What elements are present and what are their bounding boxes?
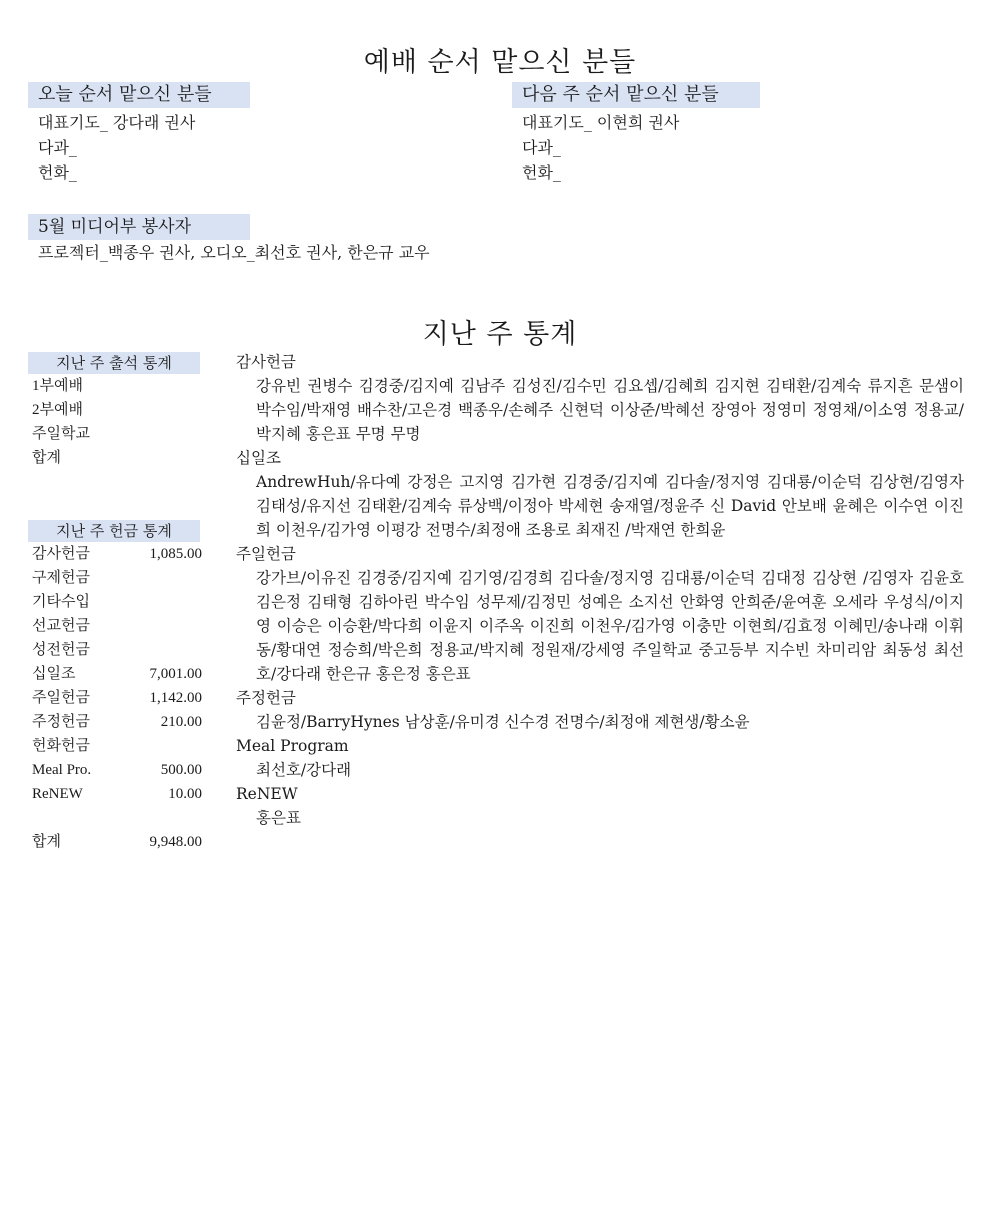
- attendance-label: 지난 주 출석 통계: [28, 352, 200, 374]
- details-names: 김윤정/BarryHynes 남상훈/유미경 신수경 전명수/최정애 제현생/황소윤: [256, 713, 750, 731]
- details-heading: 십일조: [236, 449, 281, 467]
- table-row: Meal Pro. 500.00: [32, 762, 202, 778]
- stats-title: 지난 주 통계: [422, 319, 578, 350]
- details-names: 최선호/강다래: [256, 761, 352, 779]
- offering-details: [236, 350, 964, 830]
- table-row: 감사헌금 1,085.00: [32, 546, 202, 562]
- details-names: 홍은표: [256, 809, 301, 827]
- details-heading: 주정헌금: [236, 689, 296, 707]
- table-row: 기타수입: [32, 594, 90, 610]
- offering-table: [32, 542, 202, 854]
- table-row: 성전헌금: [32, 642, 90, 658]
- table-row: 구제헌금: [32, 570, 90, 586]
- table-row: 1부예배: [32, 378, 83, 394]
- next-line-2: 다과_: [522, 138, 561, 157]
- details-heading: 주일헌금: [236, 545, 296, 563]
- offering-total-row: 합계 9,948.00: [32, 834, 202, 850]
- table-row: 십일조 7,001.00: [32, 666, 202, 682]
- media-label: 5월 미디어부 봉사자: [28, 214, 250, 240]
- today-line-1: 대표기도_ 강다래 권사: [38, 113, 196, 132]
- details-names: AndrewHuh/유다예 강정은 고지영 김가현 김경중/김지예 김다솔/정지영 김대룡/이순덕 김상현/김영자 김태성/유지선 김태환/김계숙 류상백/이정아 박세현 송재열/정윤주 신 David 안보배 윤혜은 이수연 이진희 이천우/김가영 이평강 전명수/최정애 조용로 최재진 /박재연 한희윤: [256, 473, 964, 539]
- table-row: ReNEW 10.00: [32, 786, 202, 802]
- table-row: 합계: [32, 450, 61, 466]
- table-row: 2부예배: [32, 402, 83, 418]
- today-label: 오늘 순서 맡으신 분들: [28, 82, 250, 108]
- next-line-3: 헌화_: [522, 163, 561, 182]
- today-line-3: 헌화_: [38, 163, 77, 182]
- table-row: 주정헌금 210.00: [32, 714, 202, 730]
- details-names: 강가브/이유진 김경중/김지예 김기영/김경희 김다솔/정지영 김대룡/이순덕 김대정 김상현 /김영자 김윤호 김은정 김태형 김하아린 박수임 성무제/김정민 성예은 소지선 안화영 안희준/윤여훈 오세라 우성식/이지영 이승은 이승환/박다희 이윤지 이주옥 이진희 이천우/김가영 이충만 이현희/김효정 이혜민/송나래 이휘동/황대연 정승희/박은희 정용교/박지혜 정원재/강세영 주일학교 중고등부 지수빈 차미리암 최동성 최선호/강다래 한은규 홍은정 홍은표: [256, 569, 964, 683]
- details-heading: Meal Program: [236, 737, 349, 755]
- details-heading: 감사헌금: [236, 353, 296, 371]
- offering-label: 지난 주 헌금 통계: [28, 520, 200, 542]
- table-row: 주일헌금 1,142.00: [32, 690, 202, 706]
- next-label: 다음 주 순서 맡으신 분들: [512, 82, 760, 108]
- today-line-2: 다과_: [38, 138, 77, 157]
- table-row: 헌화헌금: [32, 738, 90, 754]
- details-heading: ReNEW: [236, 785, 298, 803]
- next-line-1: 대표기도_ 이현희 권사: [522, 113, 680, 132]
- page-title: 예배 순서 맡으신 분들: [363, 47, 637, 78]
- table-row: 선교헌금: [32, 618, 90, 634]
- media-line: 프로젝터_백종우 권사, 오디오_최선호 권사, 한은규 교우: [38, 243, 430, 262]
- table-row: 주일학교: [32, 426, 90, 442]
- details-names: 강유빈 권병수 김경중/김지예 김남주 김성진/김수민 김요셉/김혜희 김지현 김태환/김계숙 류지흔 문샘이 박수임/박재영 배수찬/고은경 백종우/손혜주 신현덕 이상준/박혜선 장영아 정영미 정영채/이소영 정용교/박지혜 홍은표 무명 무명: [256, 377, 964, 443]
- attendance-table: [32, 374, 202, 470]
